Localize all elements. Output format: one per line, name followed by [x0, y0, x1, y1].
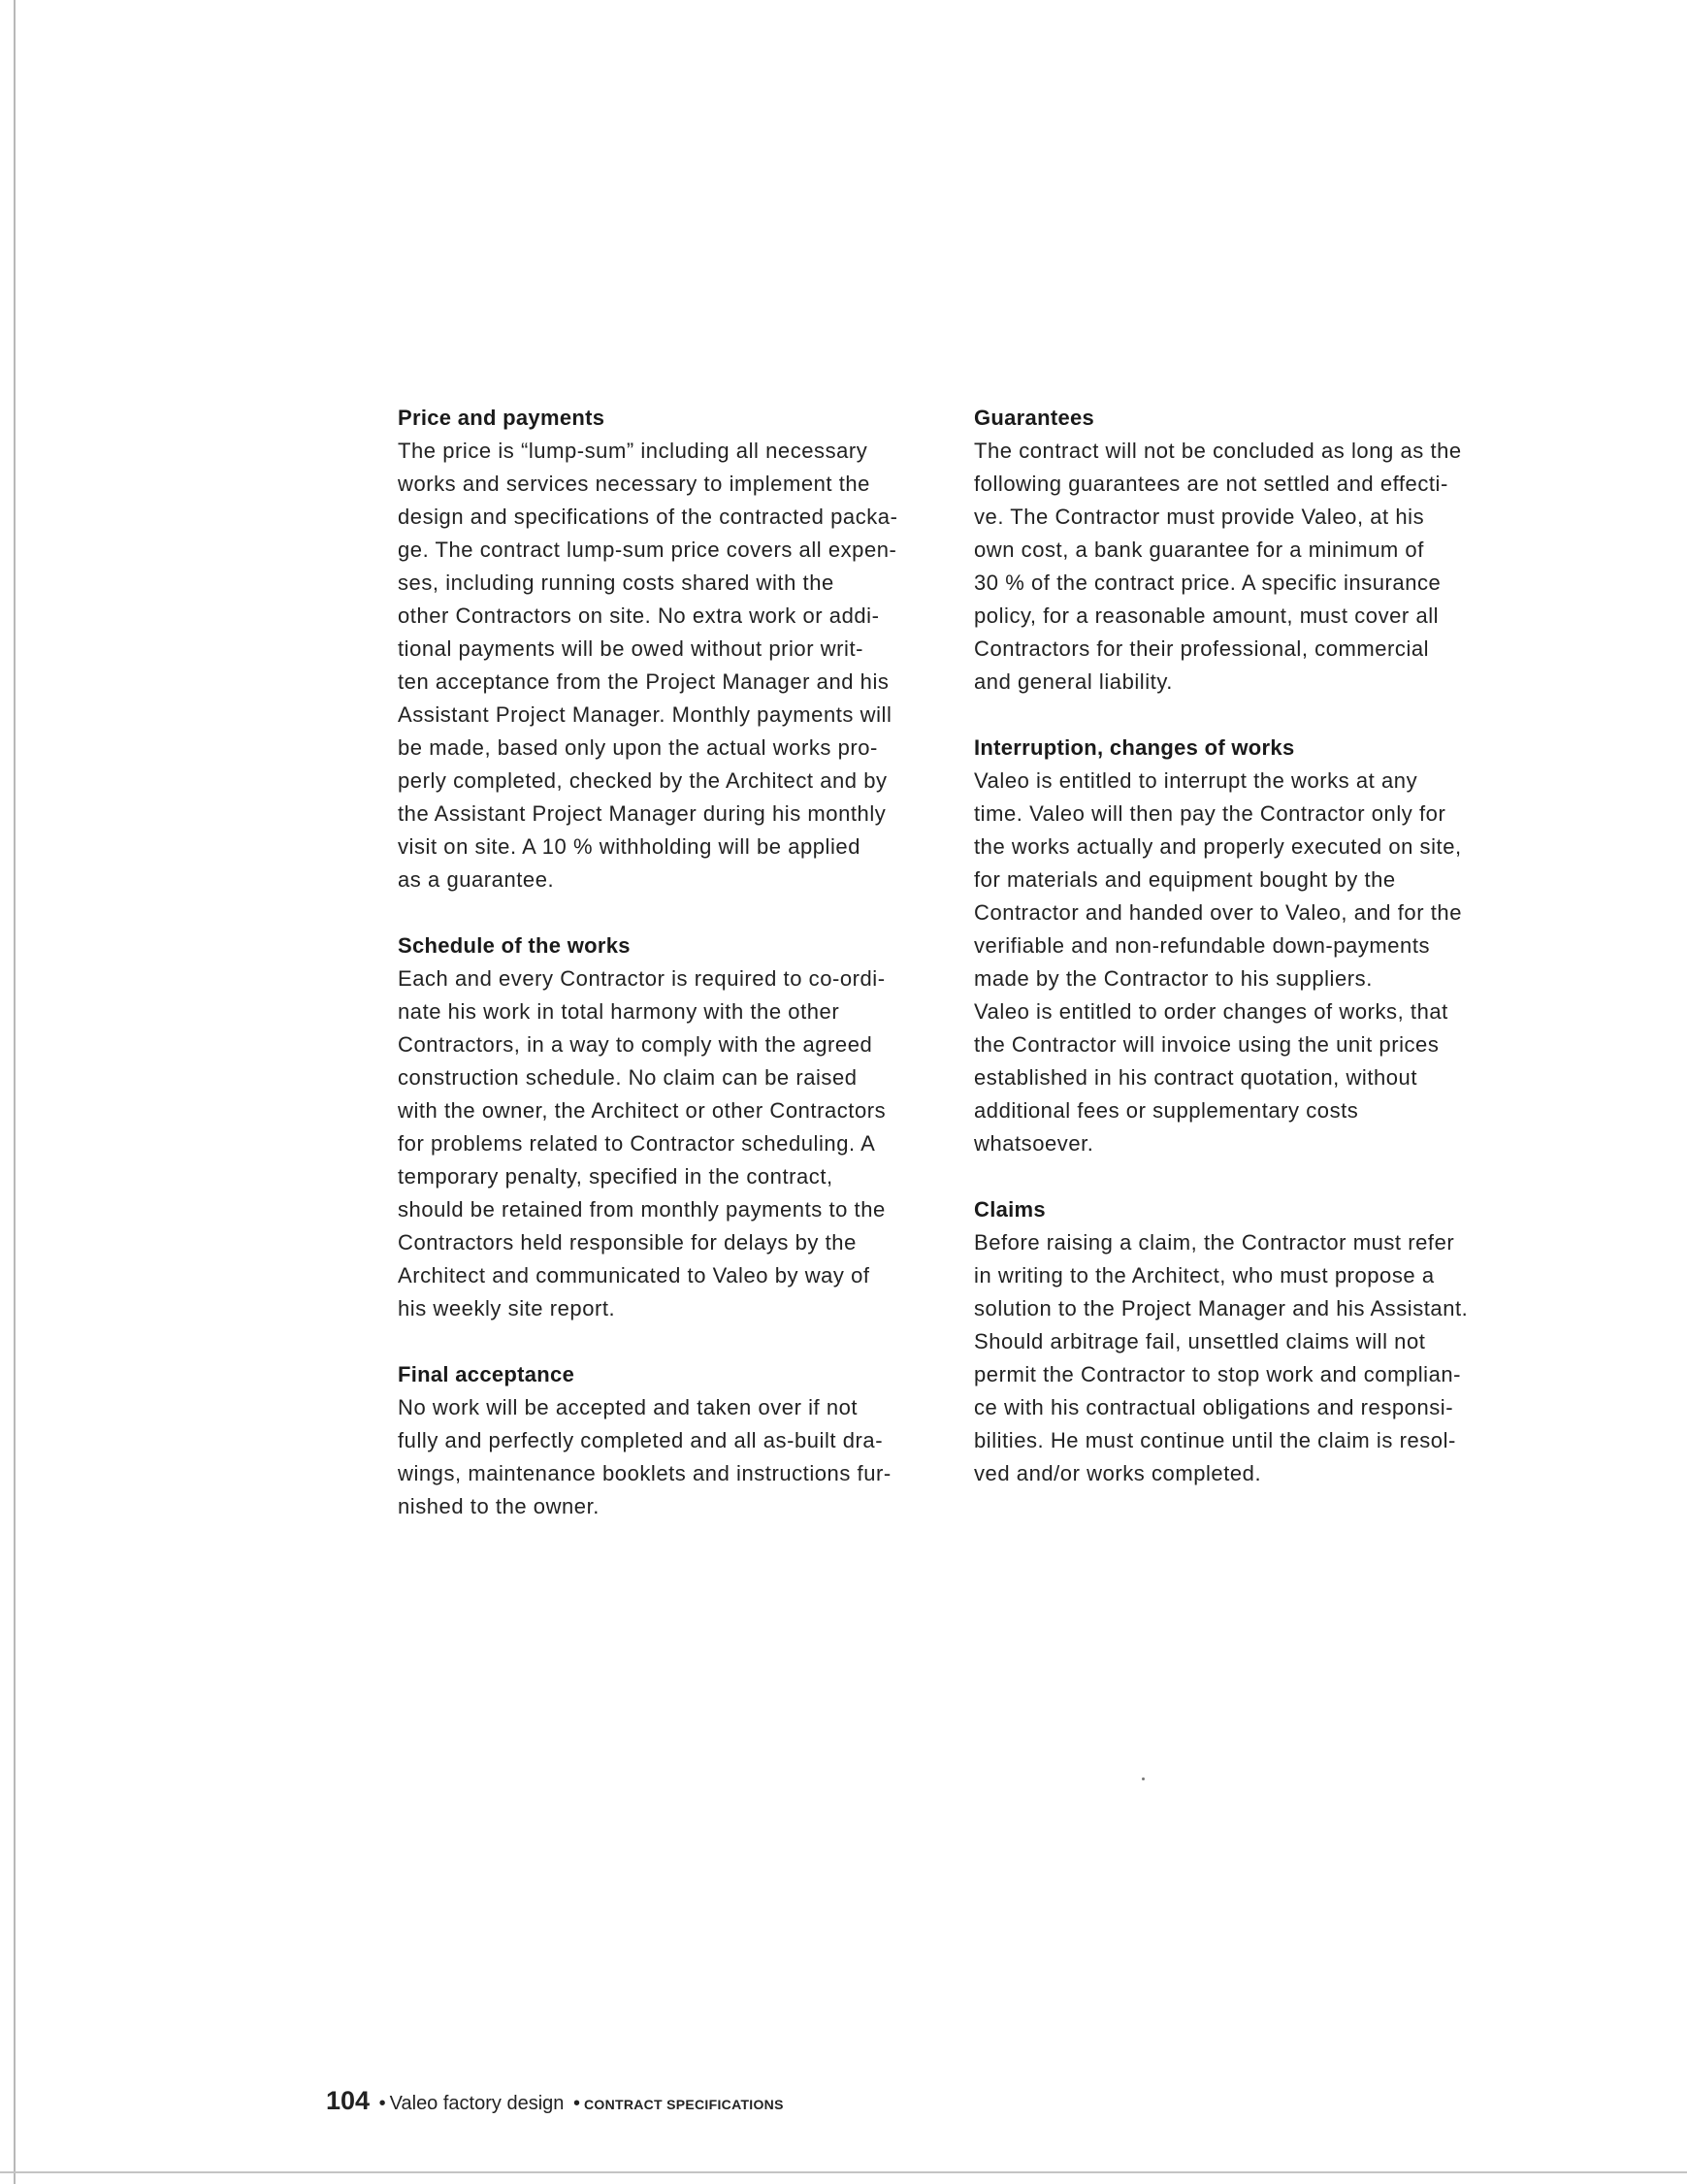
text-line: design and specifications of the contracted packa-	[398, 505, 898, 529]
text-line: as a guarantee.	[398, 867, 555, 892]
section-heading: Claims	[974, 1197, 1046, 1222]
text-line: construction schedule. No claim can be raised	[398, 1065, 858, 1090]
text-line: Contractors for their professional, commercial	[974, 636, 1430, 661]
chapter-title: CONTRACT SPECIFICATIONS	[583, 2097, 784, 2112]
text-line: temporary penalty, specified in the contract,	[398, 1164, 833, 1189]
text-line: additional fees or supplementary costs	[974, 1098, 1359, 1123]
text-line: ve. The Contractor must provide Valeo, at his	[974, 505, 1425, 529]
text-line: own cost, a bank guarantee for a minimum of	[974, 538, 1424, 562]
text-line: with the owner, the Architect or other Contractors	[398, 1098, 887, 1123]
text-line: ge. The contract lump-sum price covers all expen-	[398, 538, 897, 562]
text-line: ved and/or works completed.	[974, 1461, 1262, 1485]
text-line: time. Valeo will then pay the Contractor only for	[974, 801, 1446, 826]
text-line: be made, based only upon the actual works pro-	[398, 735, 878, 760]
scan-bottom-edge	[0, 2171, 1687, 2173]
text-line: permit the Contractor to stop work and complian-	[974, 1362, 1462, 1386]
section-heading: Price and payments	[398, 406, 605, 430]
text-line: perly completed, checked by the Architect and by	[398, 768, 888, 793]
text-line: fully and perfectly completed and all as-built dra-	[398, 1428, 884, 1452]
text-line: policy, for a reasonable amount, must cover all	[974, 603, 1440, 628]
text-line: in writing to the Architect, who must propose a	[974, 1263, 1435, 1288]
book-title: Valeo factory design	[389, 2093, 565, 2114]
text-line: other Contractors on site. No extra work or addi-	[398, 603, 880, 628]
section-schedule-of-the-works	[398, 929, 960, 1325]
section-body	[398, 1391, 960, 1523]
text-line: his weekly site report.	[398, 1296, 616, 1320]
text-line: 30 % of the contract price. A specific insurance	[974, 570, 1442, 595]
text-line: ce with his contractual obligations and responsi-	[974, 1395, 1454, 1419]
text-line: Before raising a claim, the Contractor must refer	[974, 1230, 1455, 1255]
text-line: Valeo is entitled to order changes of works, that	[974, 999, 1448, 1024]
section-body	[398, 435, 960, 896]
text-line: tional payments will be owed without prior writ-	[398, 636, 864, 661]
text-line: the Assistant Project Manager during his monthly	[398, 801, 887, 826]
text-line: should be retained from monthly payments to the	[398, 1197, 886, 1222]
text-line: visit on site. A 10 % withholding will be applied	[398, 834, 860, 859]
text-line: bilities. He must continue until the claim is resol-	[974, 1428, 1456, 1452]
text-line: Should arbitrage fail, unsettled claims will not	[974, 1329, 1426, 1353]
text-line: Valeo is entitled to interrupt the works at any	[974, 768, 1418, 793]
text-line: solution to the Project Manager and his Assistant.	[974, 1296, 1469, 1320]
text-line: verifiable and non-refundable down-payments	[974, 933, 1431, 958]
text-line: wings, maintenance booklets and instructions fur-	[398, 1461, 892, 1485]
text-line: for materials and equipment bought by the	[974, 867, 1396, 892]
footer-separator: •	[572, 2093, 580, 2114]
section-final-acceptance	[398, 1358, 960, 1523]
section-body	[974, 765, 1537, 1160]
section-heading: Final acceptance	[398, 1362, 575, 1386]
text-line: ses, including running costs shared with the	[398, 570, 834, 595]
section-heading: Interruption, changes of works	[974, 735, 1295, 760]
text-line: following guarantees are not settled and effecti-	[974, 472, 1448, 496]
section-body	[398, 962, 960, 1325]
text-line: Contractor and handed over to Valeo, and for the	[974, 900, 1462, 925]
text-line: works and services necessary to implement the	[398, 472, 870, 496]
scan-speck	[1142, 1777, 1145, 1780]
page-footer	[326, 2086, 784, 2116]
right-column	[974, 402, 1537, 1523]
footer-separator: •	[378, 2093, 386, 2114]
section-claims	[974, 1193, 1537, 1490]
text-line: for problems related to Contractor scheduling. A	[398, 1131, 876, 1156]
section-heading: Guarantees	[974, 406, 1095, 430]
text-line: nished to the owner.	[398, 1494, 600, 1518]
section-body	[974, 435, 1537, 699]
left-column	[398, 402, 960, 1556]
text-line: made by the Contractor to his suppliers.	[974, 966, 1373, 991]
text-line: Assistant Project Manager. Monthly payments will	[398, 702, 892, 727]
text-line: The price is “lump-sum” including all necessary	[398, 439, 868, 463]
section-guarantees	[974, 402, 1537, 699]
section-interruption-changes-of-works	[974, 732, 1537, 1160]
scan-left-edge	[14, 0, 16, 2184]
text-line: the works actually and properly executed on site,	[974, 834, 1462, 859]
section-heading: Schedule of the works	[398, 933, 631, 958]
section-body	[974, 1226, 1537, 1490]
section-price-and-payments	[398, 402, 960, 896]
text-line: established in his contract quotation, without	[974, 1065, 1418, 1090]
text-line: and general liability.	[974, 669, 1173, 694]
text-line: Contractors held responsible for delays by the	[398, 1230, 857, 1255]
text-line: the Contractor will invoice using the unit prices	[974, 1032, 1440, 1057]
text-line: No work will be accepted and taken over if not	[398, 1395, 859, 1419]
text-line: nate his work in total harmony with the other	[398, 999, 840, 1024]
text-line: Contractors, in a way to comply with the agreed	[398, 1032, 873, 1057]
text-line: Each and every Contractor is required to co-ordi-	[398, 966, 886, 991]
text-line: ten acceptance from the Project Manager and his	[398, 669, 890, 694]
text-line: Architect and communicated to Valeo by way of	[398, 1263, 870, 1288]
text-line: The contract will not be concluded as long as the	[974, 439, 1462, 463]
text-line: whatsoever.	[974, 1131, 1094, 1156]
page-number: 104	[326, 2086, 371, 2115]
